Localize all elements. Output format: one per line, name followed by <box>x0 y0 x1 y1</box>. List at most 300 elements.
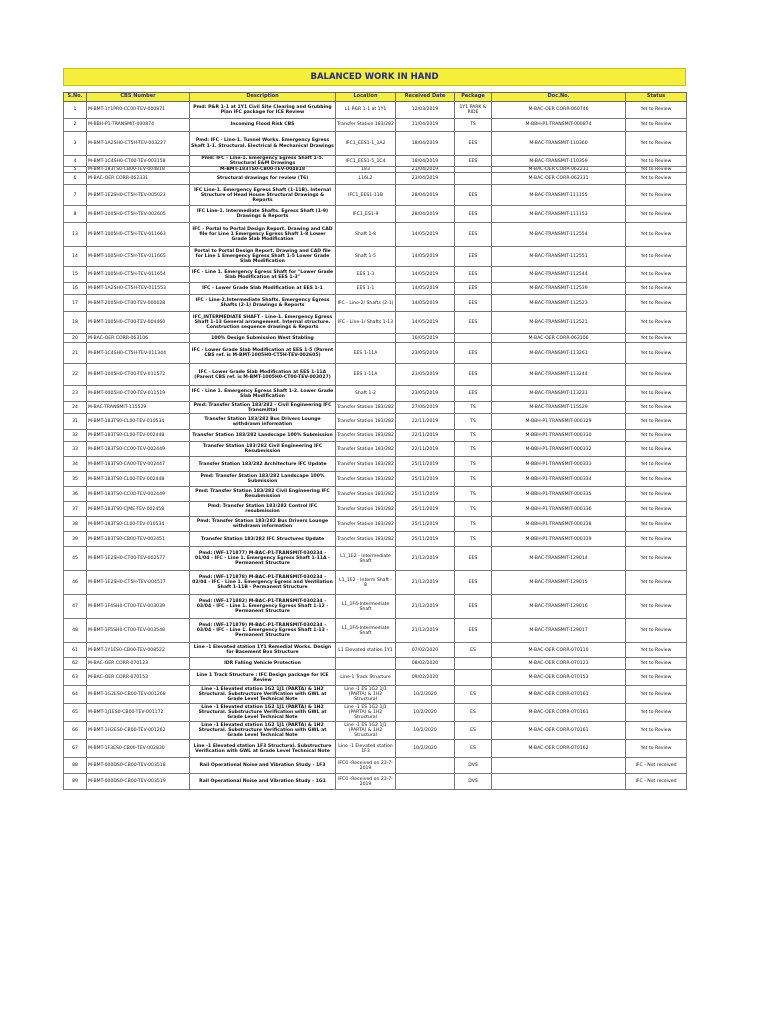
cell-package: TS <box>455 487 492 502</box>
cell-date: 21/12/2019 <box>396 571 455 595</box>
cell-description: Line -1 Elevated station 1G2 1J1 (PARTA) & 1H2 Structural. Substructure Verification with GWL at Grade Level Technical Note <box>190 704 336 722</box>
cell-location: Transfer Station 183/282 <box>336 487 396 502</box>
cell-cbs: M-BMT-1Y1PR0-CC00-TEV-000871 <box>87 102 190 119</box>
cell-package: ES <box>455 704 492 722</box>
cell-doc-no: M-BAC-TRANSMIT-115529 <box>492 402 626 414</box>
cell-location <box>336 334 396 343</box>
table-row <box>64 185 687 206</box>
cell-sno: 38 <box>64 517 87 532</box>
table-row <box>64 119 687 132</box>
cell-location: IFC0 -Received on 23-7-2019 <box>336 758 396 774</box>
cell-doc-no: M-BAC-TRANSMIT-111155 <box>492 185 626 206</box>
cell-doc-no: M-BAC-TRANSMIT-112551 <box>492 247 626 267</box>
cell-description: Line -1 Elevated station 1Y1 Remedial Works. Design for Basement Box Structure <box>190 643 336 658</box>
cell-location: L1 Elevated station 1Y1 <box>336 643 396 658</box>
col-cbs-number: CBS Number <box>87 93 190 102</box>
cell-package <box>455 334 492 343</box>
cell-location: L1_1F4-Intermediate Shaft <box>336 619 396 643</box>
cell-sno: 89 <box>64 774 87 790</box>
cell-sno: 16 <box>64 283 87 295</box>
cell-cbs: M-BMT-000DS0-CB00-TEV-003518 <box>87 758 190 774</box>
cell-cbs: M-BMT-1005H0-CT5H-TEV-002605 <box>87 206 190 223</box>
cell-sno: 67 <box>64 740 87 758</box>
table-row <box>64 740 687 758</box>
cell-cbs: M-BMT-183TS0-CC00-TEV-002449 <box>87 487 190 502</box>
cell-cbs: M-BMT-1005H0-CT00-TEV-004460 <box>87 312 190 334</box>
cell-location: L1_1E2 - Interm Shaft - 8 <box>336 571 396 595</box>
table-row <box>64 206 687 223</box>
cell-description: Line -1 Elevated station 1F3 Structural. Substructure Verification with GWL at Grade Level Technical Note <box>190 740 336 758</box>
cell-status: Yet to Review <box>626 643 687 658</box>
cell-doc-no: M-BAC-TRANSMIT-112544 <box>492 267 626 283</box>
cell-status: Yet to Review <box>626 283 687 295</box>
cell-cbs: M-BMT-1F4SH0-CT00-TEV-003039 <box>87 595 190 619</box>
cell-cbs: M-BMT-0005H0-CT00-TEV-011519 <box>87 386 190 402</box>
cell-description: Pmd: (WF-171877) M-BAC-P1-TRANSMIT-030234 - 01/04 - IFC - Line 1. Emergency Egress Shaft 1-11A - Permanent Structure <box>190 547 336 571</box>
cell-cbs: M-BMT-183TS0-CC00-TEV-002449 <box>87 442 190 457</box>
cell-description: Structural drawings for review (T6) <box>190 173 336 185</box>
cell-sno: 1 <box>64 102 87 119</box>
cell-location: Line -1 ES 1G2 1J1 (PARTA) & 1H2 Structural <box>336 686 396 704</box>
cell-date: 14/05/2019 <box>396 223 455 247</box>
cell-status: Yet to Review <box>626 704 687 722</box>
cell-date <box>396 774 455 790</box>
cell-date <box>396 758 455 774</box>
cell-sno: 7 <box>64 185 87 206</box>
cell-sno: 36 <box>64 487 87 502</box>
cell-date: 28/04/2019 <box>396 206 455 223</box>
cell-sno: 46 <box>64 571 87 595</box>
cell-package: EES <box>455 364 492 386</box>
table-row <box>64 670 687 686</box>
table-row <box>64 247 687 267</box>
cell-location: EES 1-11A <box>336 364 396 386</box>
cell-status: Yet to Review <box>626 206 687 223</box>
cell-package: EES <box>455 571 492 595</box>
cell-description: Line 1 Track Structure : IFC Design package for ICE Review <box>190 670 336 686</box>
cell-package: TS <box>455 414 492 430</box>
cell-date: 11/04/2019 <box>396 119 455 132</box>
cell-status: Yet to Review <box>626 402 687 414</box>
cell-doc-no: M-BAC-OER CORR-063106 <box>492 334 626 343</box>
cell-date: 25/11/2019 <box>396 472 455 487</box>
cell-date: 25/11/2019 <box>396 502 455 517</box>
cell-date: 21/04/2019 <box>396 167 455 173</box>
cell-cbs: M-BMT-183TS0-CL00-TEV-010534 <box>87 517 190 532</box>
cell-status: Yet to Review <box>626 414 687 430</box>
col-status: Status <box>626 93 687 102</box>
cell-sno: 64 <box>64 686 87 704</box>
cell-package <box>455 670 492 686</box>
cell-package <box>455 658 492 670</box>
cell-cbs: M-BMT-1E2SH0-CT5H-TEV-005023 <box>87 185 190 206</box>
cell-cbs: M-BMT-1A2SH0-CT5H-TEV-011553 <box>87 283 190 295</box>
cell-package: DVS <box>455 758 492 774</box>
cell-sno: 35 <box>64 472 87 487</box>
table-row <box>64 402 687 414</box>
cell-cbs: M-BMT-183TS0-CJME-TEV-002458 <box>87 502 190 517</box>
cell-description: Transfer Station 183/282 Landscape 100% Submission <box>190 430 336 442</box>
cell-status: Yet to Review <box>626 132 687 156</box>
cell-date: 14/05/2019 <box>396 312 455 334</box>
cell-cbs: M-BMT-1E2SH0-CT5H-TEV-004517 <box>87 571 190 595</box>
cell-date: 25/11/2019 <box>396 487 455 502</box>
cell-doc-no: M-BBH-P1-TRANSMIT-000329 <box>492 414 626 430</box>
cell-package: EES <box>455 283 492 295</box>
cell-location: 183 <box>336 167 396 173</box>
cell-sno: 37 <box>64 502 87 517</box>
table-row <box>64 472 687 487</box>
cell-description: M-BMT-183TS0-CB00-TEV-004818 <box>190 167 336 173</box>
cell-package: TS <box>455 532 492 547</box>
cell-sno: 20 <box>64 334 87 343</box>
cell-cbs: M-BMT-1E2SH0-CT00-TEV-002577 <box>87 547 190 571</box>
cell-cbs: M-BBH-P1-TRANSMIT-000874 <box>87 119 190 132</box>
cell-description: IFC_INTERMEDIATE SHAFT - Line-1. Emergency Egress Shaft 1-13 General arrangement. Internal structure. Construction sequence drawings & Reports <box>190 312 336 334</box>
cell-cbs: M-BMT-000DS0-CB00-TEV-003519 <box>87 774 190 790</box>
cell-doc-no <box>492 758 626 774</box>
cell-date: 18/04/2019 <box>396 156 455 167</box>
table-row <box>64 283 687 295</box>
cell-doc-no: M-BAC-TRANSMIT-129015 <box>492 571 626 595</box>
cell-status: Yet to Review <box>626 547 687 571</box>
cell-description: Transfer Station 183/282 IFC Structures Update <box>190 532 336 547</box>
cell-status: Yet to Review <box>626 102 687 119</box>
cell-date: 14/05/2019 <box>396 295 455 312</box>
cell-doc-no: M-BAC-TRANSMIT-112539 <box>492 283 626 295</box>
cell-status: Yet to Review <box>626 430 687 442</box>
cell-status: Yet to Review <box>626 386 687 402</box>
cell-date: 21/12/2019 <box>396 547 455 571</box>
cell-sno: 31 <box>64 414 87 430</box>
cell-description: Pmd: (WF-171882) M-BAC-P1-TRANSMIT-030234 - 03/04 - IFC - Line 1. Emergency Egress Shaft 1-12 - Permanent Structure <box>190 595 336 619</box>
col-sno: S.No. <box>64 93 87 102</box>
cell-location: Transfer Station 183/282 <box>336 502 396 517</box>
cell-doc-no: M-BAC-TRANSMIT-112554 <box>492 223 626 247</box>
cell-sno: 34 <box>64 457 87 472</box>
cell-date: 25/11/2019 <box>396 457 455 472</box>
table-row <box>64 532 687 547</box>
cell-date: 07/02/2020 <box>396 643 455 658</box>
cell-package: EES <box>455 247 492 267</box>
cell-description: IFC - Lower Grade Slab Modification at EES 1-1 <box>190 283 336 295</box>
cell-date: 14/05/2019 <box>396 247 455 267</box>
cell-date: 09/02/2020 <box>396 670 455 686</box>
cell-status: Yet to Review <box>626 312 687 334</box>
cell-package: ES <box>455 686 492 704</box>
cell-location: Transfer Station 183/282 <box>336 402 396 414</box>
table-row <box>64 267 687 283</box>
cell-doc-no: M-BBH-P1-TRANSMIT-000339 <box>492 532 626 547</box>
cell-cbs: M-BAC-TRANSMIT-115529 <box>87 402 190 414</box>
table-row <box>64 295 687 312</box>
cell-package: TS <box>455 472 492 487</box>
cell-package: EES <box>455 619 492 643</box>
header-row <box>64 93 687 102</box>
cell-sno: 45 <box>64 547 87 571</box>
cell-description: Transfer Station 183/282 Bus Drivers Lounge withdrawn information <box>190 414 336 430</box>
cell-doc-no: M-BAC-OER CORR-070161 <box>492 704 626 722</box>
sheet-title: BALANCED WORK IN HAND <box>63 68 686 86</box>
cell-cbs: M-BMT-1C4SH0-CT00-TEV-003158 <box>87 156 190 167</box>
cell-doc-no: M-BAC-TRANSMIT-129016 <box>492 595 626 619</box>
cell-description: Pmd: Transfer Station 183/282 Civil Engineering IFC Resubmission <box>190 487 336 502</box>
cell-sno: 4 <box>64 156 87 167</box>
cell-status: Yet to Review <box>626 167 687 173</box>
cell-sno: 2 <box>64 119 87 132</box>
table-row <box>64 502 687 517</box>
cell-status: Yet to Review <box>626 334 687 343</box>
table-row <box>64 704 687 722</box>
cell-description: Pmd: Transfer Station 183/282 Landscape 100% Submission <box>190 472 336 487</box>
cell-sno: 8 <box>64 206 87 223</box>
cell-doc-no: M-BBH-P1-TRANSMIT-000330 <box>492 430 626 442</box>
cell-package: EES <box>455 295 492 312</box>
cell-description: Transfer Station 183/282 Civil Engineering IFC Resubmission <box>190 442 336 457</box>
cell-status: Yet to Review <box>626 487 687 502</box>
cell-sno: 65 <box>64 704 87 722</box>
cell-date: 21/12/2019 <box>396 595 455 619</box>
cell-description: IFC - Line-2.Intermediate Shafts. Emergency Egress Shafts (2-1) Drawings & Reports <box>190 295 336 312</box>
cell-description: Pmd: P&R 1-1 at 1Y1 Civil Site Clearing and Grubbing Plan IFC package for ICE Review <box>190 102 336 119</box>
cell-package: EES <box>455 386 492 402</box>
cell-doc-no: M-BAC-TRANSMIT-129017 <box>492 619 626 643</box>
cell-description: Pmd: (WF-171878) M-BAC-P1-TRANSMIT-030234 - 02/04 - IFC - Line 1. Emergency Egress and Ventilation Shaft 1-11B - Permanent Structure <box>190 571 336 595</box>
cell-cbs: M-BMT-1F3ES0-CB00-TEV-002830 <box>87 740 190 758</box>
cell-description: 100% Design Submission West Stabling <box>190 334 336 343</box>
cell-status: Yet to Review <box>626 670 687 686</box>
cell-date: 25/11/2019 <box>396 532 455 547</box>
cell-date: 10/2/2020 <box>396 704 455 722</box>
table-row <box>64 102 687 119</box>
table-row <box>64 457 687 472</box>
cell-location: Transfer Station 183/282 <box>336 517 396 532</box>
cell-date: 14/05/2019 <box>396 267 455 283</box>
table-row <box>64 758 687 774</box>
cell-package: TS <box>455 430 492 442</box>
table-row <box>64 334 687 343</box>
cell-sno: 32 <box>64 430 87 442</box>
cell-package <box>455 173 492 185</box>
cell-sno: 18 <box>64 312 87 334</box>
cell-location: Line -1 ES 1G2 1J1 (PARTA) & 1H2 Structural <box>336 722 396 740</box>
cell-package: TS <box>455 457 492 472</box>
cell-status: Yet to Review <box>626 267 687 283</box>
cell-status: IFC - Not received <box>626 758 687 774</box>
cell-package: TS <box>455 119 492 132</box>
cell-cbs: M-BMT-1A2SH0-CT5H-TEV-003227 <box>87 132 190 156</box>
cell-doc-no: M-BBH-P1-TRANSMIT-000333 <box>492 457 626 472</box>
cell-location: IFC1_EES1-11B <box>336 185 396 206</box>
cell-cbs: M-BMT-1G2ES0-CB00-TEV-001268 <box>87 686 190 704</box>
cell-status: Yet to Review <box>626 364 687 386</box>
cell-package: EES <box>455 267 492 283</box>
cell-location: Transfer Station 183/282 <box>336 457 396 472</box>
cell-cbs: M-BMT-183TS0-CL00-TEV-002448 <box>87 430 190 442</box>
cell-doc-no: M-BAC-TRANSMIT-112521 <box>492 312 626 334</box>
cell-cbs: M-BMT-183TS0-CA00-TEV-002447 <box>87 457 190 472</box>
cell-location: Shaft 1-2 <box>336 386 396 402</box>
cell-description: IFC - Line 1. Emergency Egress Shaft 1-2. Lower Grade Slab Modification <box>190 386 336 402</box>
cell-sno: 61 <box>64 643 87 658</box>
cell-doc-no: M-BAC-OER CORR-070161 <box>492 722 626 740</box>
cell-package: TS <box>455 502 492 517</box>
cell-doc-no: M-BBH-P1-TRANSMIT-000332 <box>492 442 626 457</box>
cell-location: EES 1-3 <box>336 267 396 283</box>
cell-date: 10/2/2020 <box>396 686 455 704</box>
cell-package: ES <box>455 722 492 740</box>
cell-doc-no: M-BAC-TRANSMIT-111153 <box>492 206 626 223</box>
cell-package: EES <box>455 156 492 167</box>
cell-location: IFC1_EES1-5_1C4 <box>336 156 396 167</box>
cell-doc-no: M-BBH-P1-TRANSMIT-000874 <box>492 119 626 132</box>
cell-package: TS <box>455 442 492 457</box>
cell-status: Yet to Review <box>626 173 687 185</box>
cell-sno: 22 <box>64 364 87 386</box>
cell-date: 10/2/2020 <box>396 722 455 740</box>
table-row <box>64 156 687 167</box>
cell-description: Pmd: Transfer Station 183/282 Bus Drivers Lounge withdrawn information <box>190 517 336 532</box>
cell-status: Yet to Review <box>626 532 687 547</box>
cell-package: EES <box>455 223 492 247</box>
table-row <box>64 430 687 442</box>
cell-description: Portal to Portal Design Report. Drawing and CAD file for Line 1 Emergency Egress Shaft 1-5 Lower Grade Slab Modification <box>190 247 336 267</box>
cell-description: Rail Operational Noise and Vibration Study - 1G1 <box>190 774 336 790</box>
table-row <box>64 774 687 790</box>
cell-sno: 17 <box>64 295 87 312</box>
cell-cbs: M-BMT-1H2ES0-CB00-TEV-001262 <box>87 722 190 740</box>
cell-doc-no: M-BBH-P1-TRANSMIT-000336 <box>492 502 626 517</box>
cell-status: Yet to Review <box>626 295 687 312</box>
cell-description: Pmd: IFC - Line-1. Emergency Egress Shaft 1-5. Structural E&M Drawings <box>190 156 336 167</box>
work-table <box>63 92 687 790</box>
cell-cbs: M-BMT-1005H0-CT5H-TEV-011654 <box>87 267 190 283</box>
cell-description: Pmd: IFC - Line-1. Tunnel Works. Emergency Egress Shaft 1-1. Structural. Electrical & Mechanical Drawings <box>190 132 336 156</box>
cell-status: Yet to Review <box>626 472 687 487</box>
cell-description: Incoming Flood Risk CBS <box>190 119 336 132</box>
cell-doc-no: M-BAC-OER CORR-070123 <box>492 658 626 670</box>
cell-status: Yet to Review <box>626 517 687 532</box>
cell-location: EES 1-11A <box>336 343 396 364</box>
cell-location: L16L2 <box>336 173 396 185</box>
col-description: Description <box>190 93 336 102</box>
cell-doc-no: M-BAC-OER CORR-062231 <box>492 167 626 173</box>
col-doc-no: Doc.No. <box>492 93 626 102</box>
cell-cbs: M-BMT-2005H0-CT00-TEV-000028 <box>87 295 190 312</box>
cell-package: TS <box>455 517 492 532</box>
cell-date: 18/04/2019 <box>396 132 455 156</box>
cell-status: Yet to Review <box>626 343 687 364</box>
col-package: Package <box>455 93 492 102</box>
cell-location: L1_1E2 - Intermediate Shaft <box>336 547 396 571</box>
cell-date: 23/04/2019 <box>396 173 455 185</box>
cell-description: Pmd: Transfer Station 183/282 Control IFC resubmission <box>190 502 336 517</box>
cell-status: Yet to Review <box>626 740 687 758</box>
cell-status: Yet to Review <box>626 185 687 206</box>
cell-sno: 66 <box>64 722 87 740</box>
table-row <box>64 487 687 502</box>
cell-sno: 5 <box>64 167 87 173</box>
cell-package: EES <box>455 343 492 364</box>
cell-sno: 15 <box>64 267 87 283</box>
cell-sno: 33 <box>64 442 87 457</box>
cell-status: Yet to Review <box>626 658 687 670</box>
cell-doc-no: M-BAC-OER CORR-070110 <box>492 643 626 658</box>
cell-sno: 47 <box>64 595 87 619</box>
cell-package: DVS <box>455 774 492 790</box>
cell-description: Pmd: (WF-171879) M-BAC-P1-TRANSMIT-030234 - 03/04 - IFC - Line 1. Emergency Egress Shaft 1-13 - Permanent Structure <box>190 619 336 643</box>
cell-location: Shaft 1-8 <box>336 223 396 247</box>
cell-location: L1_1F4-Intermediate Shaft <box>336 595 396 619</box>
cell-sno: 23 <box>64 386 87 402</box>
cell-description: IFC - Portal to Portal Design Report. Drawing and CAD file for Line 1 Emergency Egress Shaft 1-8 Lower Grade Slab Modification <box>190 223 336 247</box>
cell-package: EES <box>455 312 492 334</box>
cell-status: IFC - Not received <box>626 774 687 790</box>
cell-date: 23/05/2019 <box>396 386 455 402</box>
cell-location: Line-1 Track Structure <box>336 670 396 686</box>
cell-date: 25/11/2019 <box>396 517 455 532</box>
cell-location: Transfer Station 183/282 <box>336 119 396 132</box>
cell-status: Yet to Review <box>626 502 687 517</box>
cell-status: Yet to Review <box>626 619 687 643</box>
cell-doc-no: M-BAC-OER CORR-062331 <box>492 173 626 185</box>
cell-location: EES 1-1 <box>336 283 396 295</box>
cell-doc-no: M-BBH-P1-TRANSMIT-000338 <box>492 517 626 532</box>
cell-sno: 21 <box>64 343 87 364</box>
cell-location: Transfer Station 183/282 <box>336 472 396 487</box>
cell-package: 1Y1 PARK & RIDE <box>455 102 492 119</box>
cell-date: 22/11/2019 <box>396 430 455 442</box>
table-row <box>64 364 687 386</box>
table-row <box>64 517 687 532</box>
cell-date: 22/11/2019 <box>396 414 455 430</box>
cell-description: IFC Line-1. Intermediate Shafts. Egress Shaft (1-9) Drawings & Reports <box>190 206 336 223</box>
cell-cbs: M-BMT-1Y1ES0-CB00-TEV-008522 <box>87 643 190 658</box>
cell-package: ES <box>455 740 492 758</box>
cell-doc-no: M-BAC-OER CORR-070153 <box>492 670 626 686</box>
cell-date: 27/06/2019 <box>396 402 455 414</box>
cell-doc-no: M-BAC-TRANSMIT-110360 <box>492 132 626 156</box>
table-row <box>64 132 687 156</box>
cell-description: Line -1 Elevated station 1G2 1J1 (PARTA) & 1H2 Structural. Substructure Verification with GWL at Grade Level Technical Note <box>190 722 336 740</box>
cell-description: IFC - Lower Grade Slab Modification at EES 1-5 (Parent CBS ref. is M-BMT-1005H0-CT5H-TEV-002605) <box>190 343 336 364</box>
cell-cbs: M-BMT-1J1ES0-CB00-TEV-001172 <box>87 704 190 722</box>
cell-location: Transfer Station 183/282 <box>336 414 396 430</box>
cell-sno: 6 <box>64 173 87 185</box>
table-row <box>64 223 687 247</box>
cell-cbs: M-BMT-183TS0-CL00-TEV-002448 <box>87 472 190 487</box>
cell-date: 08/02/2020 <box>396 658 455 670</box>
cell-doc-no <box>492 774 626 790</box>
cell-location: Shaft 1-5 <box>336 247 396 267</box>
cell-cbs: M-BMT-1C4SH0-CT5H-TEV-011344 <box>87 343 190 364</box>
cell-date: 21/12/2019 <box>396 619 455 643</box>
cell-location: IFC1_EES1-1_1A2 <box>336 132 396 156</box>
table-row <box>64 658 687 670</box>
cell-date: 16/05/2019 <box>396 334 455 343</box>
cell-status: Yet to Review <box>626 247 687 267</box>
cell-package: EES <box>455 595 492 619</box>
cell-description: Pmd: Transfer Station 183/282 - Civil Engineering IFC Transmittal <box>190 402 336 414</box>
cell-description: Transfer Station 183/282 Architecture IFC Update <box>190 457 336 472</box>
cell-date: 23/05/2019 <box>396 343 455 364</box>
cell-status: Yet to Review <box>626 457 687 472</box>
cell-cbs: M-BMT-183TS0-CL00-TEV-010534 <box>87 414 190 430</box>
cell-date: 10/2/2020 <box>396 740 455 758</box>
cell-status: Yet to Review <box>626 571 687 595</box>
cell-description: IDR Falling Vehicle Protection <box>190 658 336 670</box>
col-location: Location <box>336 93 396 102</box>
